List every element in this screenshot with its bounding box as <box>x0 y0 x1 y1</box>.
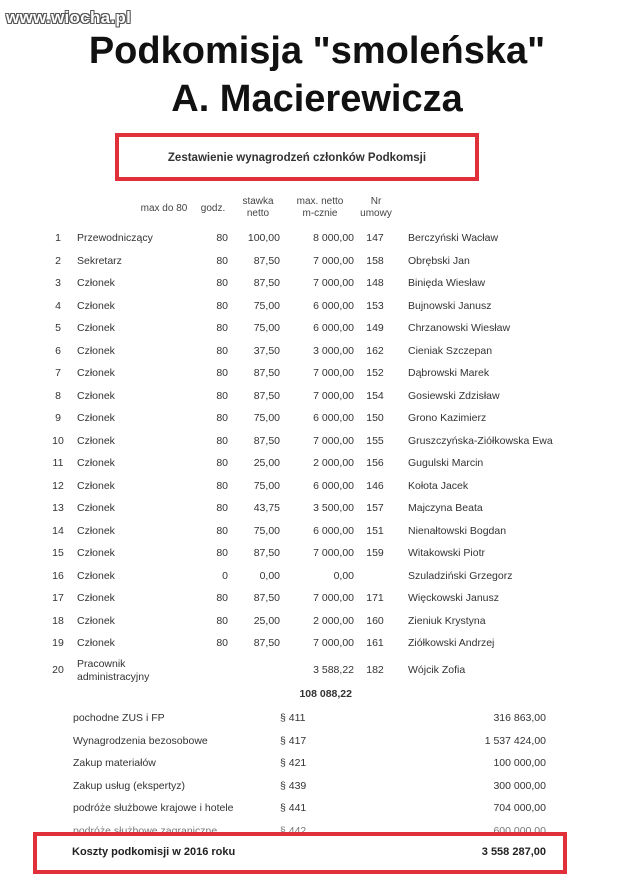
row-nr: 146 <box>366 479 384 492</box>
row-name: Gosiewski Zdzisław <box>408 389 500 402</box>
row-rate: 75,00 <box>253 479 280 492</box>
header-stawka-line1: stawka <box>242 196 274 207</box>
cost-paragraph: § 441 <box>280 802 307 814</box>
row-nr: 154 <box>366 389 384 402</box>
row-number: 3 <box>55 277 61 289</box>
row-rate: 75,00 <box>253 524 280 537</box>
row-max: 6 000,00 <box>313 299 354 312</box>
table-row <box>0 318 634 340</box>
row-number: 2 <box>55 254 61 267</box>
row-name: Binięda Wiesław <box>408 277 486 289</box>
row-role: Członek <box>77 457 115 469</box>
title-line-1: Podkomisja "smoleńska" <box>88 30 546 72</box>
row-number: 20 <box>52 664 64 676</box>
row-rate: 0,00 <box>259 569 280 582</box>
row-number: 10 <box>52 434 64 447</box>
row-role: Przewodniczący <box>77 232 153 244</box>
row-hours: 80 <box>216 389 228 402</box>
row-rate: 87,50 <box>253 389 280 402</box>
cost-label: podróże służbowe krajowe i hotele <box>73 802 234 814</box>
cost-paragraph: § 411 <box>280 712 306 724</box>
row-rate: 87,50 <box>253 277 280 289</box>
row-number: 11 <box>52 457 64 469</box>
row-rate: 25,00 <box>253 614 280 627</box>
row-nr: 160 <box>366 614 384 627</box>
row-rate: 87,50 <box>253 637 280 649</box>
row-hours: 80 <box>216 479 228 492</box>
row-nr: 155 <box>366 434 384 447</box>
row-role: Członek <box>77 367 115 379</box>
header-stawka-line2: netto <box>246 208 270 219</box>
row-nr: 158 <box>366 254 384 267</box>
row-name: Gruszczyńska-Ziółkowska Ewa <box>408 434 553 447</box>
row-hours: 80 <box>216 434 228 447</box>
row-max: 7 000,00 <box>313 547 354 559</box>
row-role: Członek <box>77 637 115 649</box>
header-stawka <box>236 196 280 220</box>
row-nr: 156 <box>366 457 384 469</box>
row-role: Członek <box>77 524 115 537</box>
row-rate: 87,50 <box>253 592 280 604</box>
cost-label: Wynagrodzenia bezosobowe <box>73 734 208 747</box>
row-role: Członek <box>77 389 115 402</box>
row-hours: 0 <box>222 569 228 582</box>
row-max: 7 000,00 <box>313 254 354 267</box>
table-row <box>0 611 634 633</box>
header-nr-umowy <box>356 196 396 220</box>
row-rate: 87,50 <box>253 434 280 447</box>
row-nr: 150 <box>366 412 384 424</box>
row-max: 7 000,00 <box>313 637 354 649</box>
row-role: Członek <box>77 502 115 514</box>
cost-amount: 600 000,00 <box>493 824 546 837</box>
row-max: 7 000,00 <box>313 367 354 379</box>
row-number: 8 <box>55 389 61 402</box>
row-nr: 149 <box>366 322 384 334</box>
header-nr-line1: Nr <box>370 196 382 207</box>
row-role: Członek <box>77 277 115 289</box>
document-subtitle: Zestawienie wynagrodzeń członków Podkomsji <box>167 152 427 164</box>
row-hours: 80 <box>216 254 228 267</box>
cost-amount: 100 000,00 <box>493 757 546 769</box>
row-max: 3 500,00 <box>313 502 354 514</box>
row-role-line2: administracyjny <box>77 671 150 683</box>
row-nr: 171 <box>366 592 384 604</box>
row-number: 15 <box>52 547 64 559</box>
row-role: Członek <box>77 412 115 424</box>
row-name: Szuladziński Grzegorz <box>408 569 513 582</box>
row-role: Członek <box>77 547 115 559</box>
row-name: Zieniuk Krystyna <box>408 614 486 627</box>
row-role: Członek <box>77 479 115 492</box>
row-max: 6 000,00 <box>313 479 354 492</box>
row-number: 1 <box>55 232 61 244</box>
row-max: 6 000,00 <box>313 412 354 424</box>
table-row <box>0 453 634 475</box>
row-name: Berczyński Wacław <box>408 232 499 244</box>
row-hours: 80 <box>216 547 228 559</box>
row-max: 7 000,00 <box>313 434 354 447</box>
table-row <box>0 251 634 273</box>
row-max: 7 000,00 <box>313 592 354 604</box>
header-max-netto-line2: m-cznie <box>302 208 338 219</box>
table-row <box>0 431 634 453</box>
header-max-netto-line1: max. netto <box>296 196 344 207</box>
row-number: 19 <box>52 637 64 649</box>
cost-amount: 300 000,00 <box>493 779 546 792</box>
row-role: Członek <box>77 299 115 312</box>
row-hours: 80 <box>216 614 228 627</box>
row-role: Członek <box>77 569 115 582</box>
row-number: 13 <box>52 502 64 514</box>
row-max: 6 000,00 <box>313 322 354 334</box>
row-max: 8 000,00 <box>313 232 354 244</box>
row-nr: 153 <box>366 299 384 312</box>
row-rate: 87,50 <box>253 254 280 267</box>
row-number: 18 <box>52 614 64 627</box>
row-role <box>77 658 149 684</box>
row-rate: 100,00 <box>247 232 280 244</box>
row-hours: 80 <box>216 367 228 379</box>
cost-label: Zakup usług (ekspertyz) <box>73 779 186 792</box>
cost-paragraph: § 421 <box>280 757 307 769</box>
cost-row <box>0 731 634 753</box>
row-rate: 75,00 <box>253 322 280 334</box>
table-row <box>0 228 634 250</box>
row-role: Członek <box>77 344 115 357</box>
row-max: 2 000,00 <box>313 457 354 469</box>
row-name: Wójcik Zofia <box>408 664 466 676</box>
row-nr: 157 <box>366 502 384 514</box>
table-row <box>0 273 634 295</box>
row-rate: 37,50 <box>253 344 280 357</box>
row-nr: 162 <box>366 344 384 357</box>
row-nr: 148 <box>366 277 384 289</box>
title-line-2: A. Macierewicza <box>171 78 463 120</box>
row-hours: 80 <box>216 299 228 312</box>
table-row <box>0 476 634 498</box>
row-number: 16 <box>52 569 64 582</box>
row-hours: 80 <box>216 502 228 514</box>
row-max: 6 000,00 <box>313 524 354 537</box>
row-role: Członek <box>77 592 115 604</box>
row-hours: 80 <box>216 344 228 357</box>
row-rate: 87,50 <box>253 547 280 559</box>
cost-row <box>0 753 634 775</box>
header-max-netto <box>284 196 356 220</box>
row-nr: 152 <box>366 367 384 379</box>
row-hours: 80 <box>216 637 228 649</box>
row-role: Członek <box>77 322 115 334</box>
row-name: Cieniak Szczepan <box>408 344 493 357</box>
header-max-do-80: max do 80 <box>140 203 188 214</box>
row-hours: 80 <box>216 232 228 244</box>
row-role: Członek <box>77 614 115 627</box>
row-number: 9 <box>55 412 61 424</box>
table-row <box>0 633 634 655</box>
row-name: Nienałtowski Bogdan <box>408 524 507 537</box>
row-rate: 25,00 <box>253 457 280 469</box>
row-name: Gugulski Marcin <box>408 457 484 469</box>
table-row <box>0 543 634 565</box>
row-name: Kołota Jacek <box>408 479 469 492</box>
row-number: 4 <box>55 299 61 312</box>
row-hours: 80 <box>216 457 228 469</box>
salary-sum: 108 088,22 <box>299 688 352 700</box>
row-max: 2 000,00 <box>313 614 354 627</box>
cost-label: pochodne ZUS i FP <box>73 712 165 724</box>
row-hours: 80 <box>216 592 228 604</box>
total-label: Koszty podkomisji w 2016 roku <box>72 846 236 858</box>
row-name: Bujnowski Janusz <box>408 299 492 312</box>
cost-row <box>0 776 634 798</box>
row-nr: 161 <box>366 637 384 649</box>
row-number: 7 <box>55 367 61 379</box>
row-name: Ziółkowski Andrzej <box>408 637 495 649</box>
row-number: 17 <box>52 592 64 604</box>
table-row <box>0 363 634 385</box>
row-hours: 80 <box>216 524 228 537</box>
cost-amount: 704 000,00 <box>493 802 546 814</box>
row-max: 3 588,22 <box>313 664 354 676</box>
row-name: Grono Kazimierz <box>408 412 487 424</box>
row-number: 12 <box>52 479 64 492</box>
row-name: Dąbrowski Marek <box>408 367 490 379</box>
header-nr-line2: umowy <box>360 208 392 219</box>
cost-row <box>0 708 634 730</box>
row-nr: 159 <box>366 547 384 559</box>
row-max: 3 000,00 <box>313 344 354 357</box>
row-role: Członek <box>77 434 115 447</box>
row-number: 5 <box>55 322 61 334</box>
table-row <box>0 521 634 543</box>
row-rate: 75,00 <box>253 412 280 424</box>
table-row <box>0 658 634 688</box>
cost-label: Zakup materiałów <box>73 757 156 769</box>
cost-label: podróże służbowe zagraniczne <box>73 824 218 837</box>
row-name: Obrębski Jan <box>408 254 470 267</box>
table-row <box>0 386 634 408</box>
row-max: 7 000,00 <box>313 389 354 402</box>
row-nr: 147 <box>366 232 384 244</box>
row-name: Majczyna Beata <box>408 502 483 514</box>
cost-amount: 1 537 424,00 <box>484 734 546 747</box>
row-nr: 182 <box>366 664 384 676</box>
watermark-text: www.wiocha.pl <box>6 8 132 27</box>
table-row <box>0 498 634 520</box>
row-role-line1: Pracownik <box>77 658 126 670</box>
table-row <box>0 588 634 610</box>
row-name: Witakowski Piotr <box>408 547 486 559</box>
row-rate: 75,00 <box>253 299 280 312</box>
row-rate: 43,75 <box>253 502 280 514</box>
table-row <box>0 566 634 588</box>
row-role: Sekretarz <box>77 254 122 267</box>
cost-paragraph: § 417 <box>280 734 307 747</box>
row-number: 14 <box>52 524 64 537</box>
table-row <box>0 408 634 430</box>
cost-paragraph: § 442 <box>280 824 307 837</box>
row-rate: 87,50 <box>253 367 280 379</box>
row-hours: 80 <box>216 412 228 424</box>
table-row <box>0 341 634 363</box>
cost-row <box>0 798 634 820</box>
row-max: 7 000,00 <box>313 277 354 289</box>
header-godz: godz. <box>200 203 226 214</box>
row-hours: 80 <box>216 277 228 289</box>
row-max: 0,00 <box>333 569 354 582</box>
row-nr: 151 <box>366 524 384 537</box>
table-row <box>0 296 634 318</box>
total-amount: 3 558 287,00 <box>481 846 546 858</box>
row-name: Chrzanowski Wiesław <box>408 322 511 334</box>
row-hours: 80 <box>216 322 228 334</box>
row-number: 6 <box>55 344 61 357</box>
cost-amount: 316 863,00 <box>493 712 546 724</box>
row-name: Więckowski Janusz <box>408 592 500 604</box>
cost-paragraph: § 439 <box>280 779 307 792</box>
